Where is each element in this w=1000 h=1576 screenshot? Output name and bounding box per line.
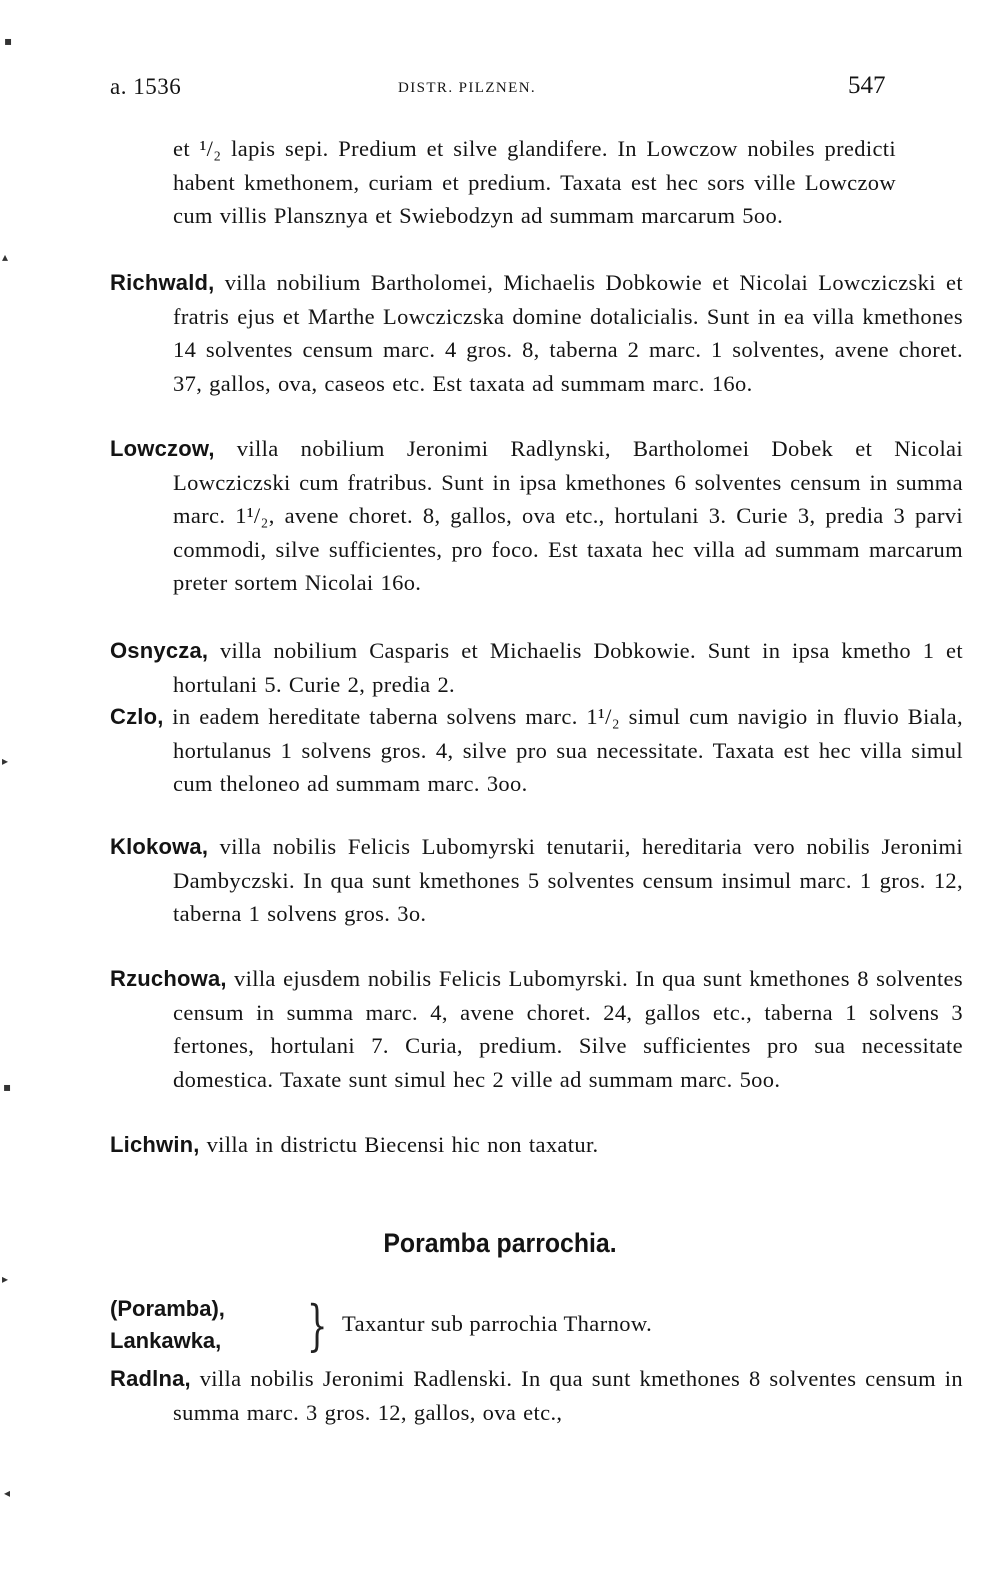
scan-speck: ▪ xyxy=(3,1080,12,1094)
entry-radlna xyxy=(110,1362,963,1429)
entry-heading: Klokowa, xyxy=(110,834,209,859)
entry-text: villa ejusdem nobilis Felicis Lubomyrski. In qua sunt kmethones 8 solventes censum in summa marc. 4, avene choret. 24, gallos etc., taberna 1 solvens 3 fertones, hortulani 7. Curia, predium. Silve sufficientes pro sua necessitate domestica. Taxate sunt simul hec 2 ville ad summam marc. 5oo. xyxy=(173,966,963,1092)
group-heading-poramba: (Poramba), xyxy=(110,1296,225,1321)
scan-speck: ▸ xyxy=(2,1272,9,1286)
entry-text: villa nobilium Jeronimi Radlynski, Bartholomei Dobek et Nicolai Lowcziczski cum fratribus. Sunt in ipsa kmethones 6 solventes censum in summa marc. 1¹/₂, avene choret. 8, gallos, ova etc., hortulani 3. Curie 3, predia 3 parvi commodi, silve sufficientes, pro foco. Est taxata hec villa ad summam marcarum preter sortem Nicolai 16o. xyxy=(173,436,963,596)
running-head-title: DISTR. PILZNEN. xyxy=(398,80,537,96)
scan-speck: ▪ xyxy=(4,34,13,48)
scan-speck: ▴ xyxy=(2,250,9,264)
entry-continuation xyxy=(173,132,896,233)
running-head xyxy=(0,74,1000,104)
entry-text: villa nobilium Bartholomei, Michaelis Dobkowie et Nicolai Lowcziczski et fratris ejus et Marthe Lowcziczska domine dotalicialis. Sunt in ea villa kmethones 14 solventes censum marc. 4 gros. 8, taberna 2 marc. 1 solventes, avene choret. 37, gallos, ova, caseos etc. Est taxata ad summam marc. 16o. xyxy=(173,270,963,396)
scan-speck: ◂ xyxy=(4,1486,11,1500)
entry-heading: Rzuchowa, xyxy=(110,966,227,991)
group-heading-lankawka: Lankawka, xyxy=(110,1328,222,1353)
brace-symbol: } xyxy=(306,1294,328,1357)
entry-heading: Richwald, xyxy=(110,270,215,295)
entry-rzuchowa xyxy=(110,962,963,1096)
entry-text: villa nobilis Felicis Lubomyrski tenutarii, hereditaria vero nobilis Jeronimi Dambyczski. In qua sunt kmethones 5 solventes censum insimul marc. 1 gros. 12, taberna 1 solvens gros. 3o. xyxy=(173,834,963,927)
entry-richwald xyxy=(110,266,963,400)
entry-heading: Lichwin, xyxy=(110,1132,200,1157)
running-head-year: a. 1536 xyxy=(110,74,182,99)
entry-text: et ¹/₂ lapis sepi. Predium et silve glandifere. In Lowczow nobiles predicti habent kmethonem, curiam et predium. Taxata est hec sors ville Lowczow cum villis Plansznya et Swiebodzyn ad summam marcarum 5oo. xyxy=(173,136,896,229)
entry-text: in eadem hereditate taberna solvens marc. 1¹/₂ simul cum navigio in fluvio Biala, hortulanus 1 solvens gros. 4, silve pro sua necessitate. Taxata est hec villa simul cum theloneo ad summam marc. 3oo. xyxy=(163,704,963,797)
entry-heading: Czlo, xyxy=(110,704,164,729)
scan-speck: ▸ xyxy=(2,754,9,768)
entry-text: villa in districtu Biecensi hic non taxatur. xyxy=(199,1132,599,1157)
entry-heading: Lowczow, xyxy=(110,436,215,461)
entry-heading: Radlna, xyxy=(110,1366,191,1391)
entry-lowczow xyxy=(110,432,963,600)
entry-czlo xyxy=(110,700,963,801)
entry-text: villa nobilium Casparis et Michaelis Dobkowie. Sunt in ipsa kmetho 1 et hortulani 5. Curie 2, predia 2. xyxy=(173,638,963,697)
page-number: 547 xyxy=(848,72,886,99)
entry-klokowa xyxy=(110,830,963,931)
entry-lichwin xyxy=(110,1128,963,1162)
group-text: Taxantur sub parrochia Tharnow. xyxy=(342,1311,653,1336)
entry-osnycza xyxy=(110,634,963,701)
entry-heading: Osnycza, xyxy=(110,638,209,663)
section-heading: Poramba parrochia. xyxy=(383,1228,617,1258)
entry-text: villa nobilis Jeronimi Radlenski. In qua sunt kmethones 8 solventes censum in summa marc. 3 gros. 12, gallos, ova etc., xyxy=(173,1366,963,1425)
